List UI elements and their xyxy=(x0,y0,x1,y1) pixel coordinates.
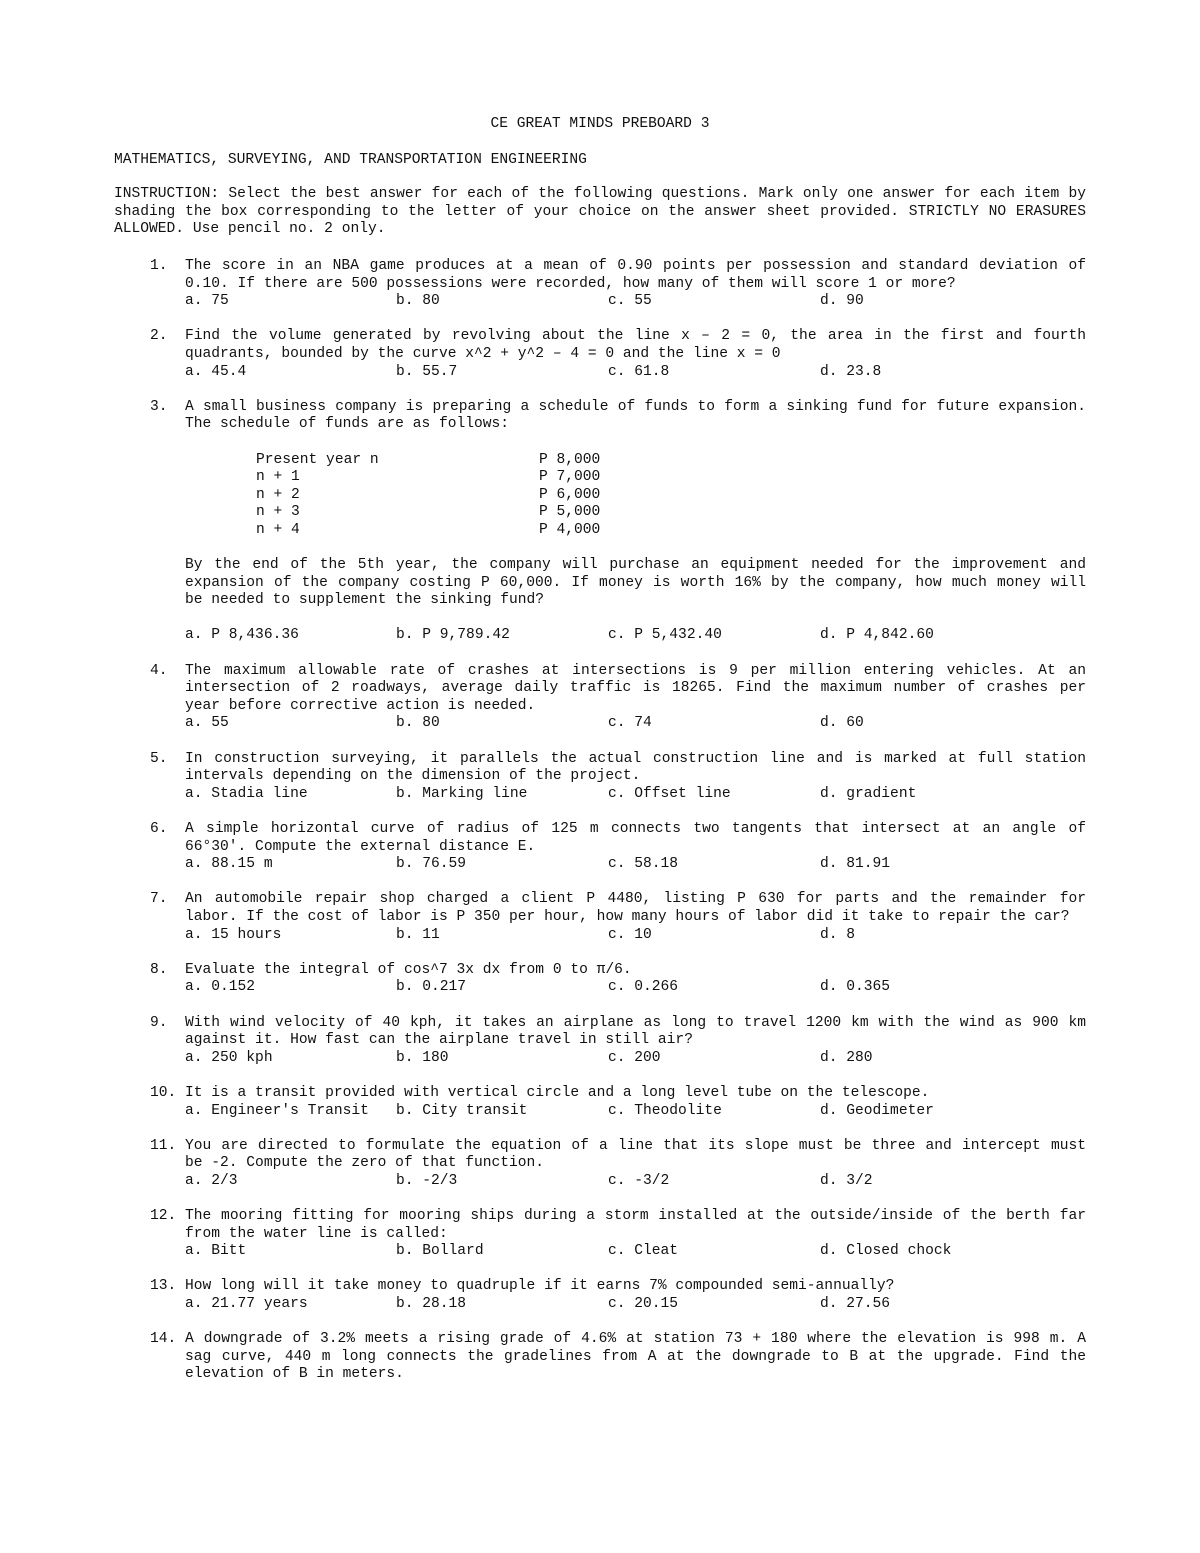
question-number-label: 11. xyxy=(150,1137,177,1154)
answer-choice: c. 10 xyxy=(608,926,652,943)
question-text: In construction surveying, it parallels the actual construction line and is marked at full station intervals depending on the dimension of the project. xyxy=(185,750,1086,785)
question-number-label: 4. xyxy=(150,662,168,679)
question-body xyxy=(185,663,1086,733)
answer-choice: c. 200 xyxy=(608,1049,661,1066)
answer-choice: a. 21.77 years xyxy=(185,1296,308,1313)
answer-choice: b. 80 xyxy=(396,715,440,732)
answer-choice: c. 74 xyxy=(608,715,652,732)
question-item xyxy=(114,399,1086,645)
schedule-amount: P 4,000 xyxy=(539,521,601,538)
answer-choice: a. Bitt xyxy=(185,1243,247,1260)
exam-subject: MATHEMATICS, SURVEYING, AND TRANSPORTATION ENGINEERING xyxy=(114,152,587,168)
answer-choice: a. 75 xyxy=(185,293,229,310)
question-item xyxy=(114,891,1086,944)
question-number-label: 14. xyxy=(150,1331,177,1348)
question-body xyxy=(185,399,1086,645)
answer-choice: c. 55 xyxy=(608,293,652,310)
answer-choice: a. Stadia line xyxy=(185,785,308,802)
question-number xyxy=(114,1208,185,1261)
question-text: Evaluate the integral of cos^7 3x dx from 0 to π/6. xyxy=(185,961,632,978)
question-item xyxy=(114,962,1086,997)
question-text: You are directed to formulate the equation of a line that its slope must be three and intercept must be -2. Compute the zero of that function. xyxy=(185,1137,1086,1172)
answer-choices xyxy=(185,856,1086,874)
question-item xyxy=(114,1138,1086,1191)
answer-choice: c. Theodolite xyxy=(608,1102,722,1119)
answer-choices xyxy=(185,1050,1086,1068)
answer-choice: a. 45.4 xyxy=(185,363,247,380)
question-number-label: 13. xyxy=(150,1278,177,1295)
answer-choices xyxy=(185,786,1086,804)
answer-choice: b. City transit xyxy=(396,1102,528,1119)
question-item xyxy=(114,1208,1086,1261)
question-body xyxy=(185,1278,1086,1313)
exam-title: CE GREAT MINDS PREBOARD 3 xyxy=(490,116,710,132)
answer-choices xyxy=(185,979,1086,997)
answer-choices xyxy=(185,1173,1086,1191)
answer-choice: a. P 8,436.36 xyxy=(185,627,299,644)
question-number xyxy=(114,328,185,381)
question-item xyxy=(114,1015,1086,1068)
answer-choices xyxy=(185,364,1086,382)
question-body xyxy=(185,1015,1086,1068)
answer-choice: a. 55 xyxy=(185,715,229,732)
answer-choice: b. 11 xyxy=(396,926,440,943)
question-text: The score in an NBA game produces at a mean of 0.90 points per possession and standard deviation of 0.10. If there are 500 possessions were recorded, how many of them will score 1 or more? xyxy=(185,258,1086,292)
schedule-amount: P 7,000 xyxy=(539,469,601,486)
answer-choice: b. -2/3 xyxy=(396,1172,458,1189)
answer-choice: d. 3/2 xyxy=(820,1172,873,1189)
answer-choices xyxy=(185,927,1086,945)
answer-choice: a. 250 kph xyxy=(185,1049,273,1066)
question-text: Find the volume generated by revolving about the line x – 2 = 0, the area in the first and fourth quadrants, bounded by the curve x^2 + y^2 – 4 = 0 and the line x = 0 xyxy=(185,328,1086,362)
answer-choice: b. 76.59 xyxy=(396,856,467,873)
answer-choice: d. 90 xyxy=(820,293,864,310)
answer-choice: b. Bollard xyxy=(396,1243,484,1260)
question-text: A simple horizontal curve of radius of 125 m connects two tangents that intersect at an angle of 66°30′. Compute the external distance E. xyxy=(185,821,1086,855)
question-text: It is a transit provided with vertical circle and a long level tube on the telescope. xyxy=(185,1084,930,1101)
question-list xyxy=(114,258,1086,1402)
answer-choice: b. 28.18 xyxy=(396,1296,467,1313)
schedule-year: Present year n xyxy=(256,451,379,468)
answer-choices xyxy=(185,293,1086,311)
schedule-year: n + 3 xyxy=(256,504,300,521)
question-text: How long will it take money to quadruple if it earns 7% compounded semi-annually? xyxy=(185,1278,895,1295)
question-text: An automobile repair shop charged a client P 4480, listing P 630 for parts and the remainder for labor. If the cost of labor is P 350 per hour, how many hours of labor did it take to repair the car? xyxy=(185,891,1086,925)
question-item xyxy=(114,258,1086,311)
answer-choice: d. 8 xyxy=(820,926,856,943)
answer-choice: b. Marking line xyxy=(396,785,528,802)
answer-choice: b. 55.7 xyxy=(396,363,458,380)
question-body xyxy=(185,1208,1086,1261)
answer-choice: d. 280 xyxy=(820,1049,873,1066)
answer-choice: a. 88.15 m xyxy=(185,856,273,873)
answer-choice: d. Closed chock xyxy=(820,1243,952,1260)
answer-choice: c. Cleat xyxy=(608,1243,679,1260)
answer-choices xyxy=(185,1243,1086,1261)
answer-choice: c. 61.8 xyxy=(608,363,670,380)
question-item xyxy=(114,1278,1086,1313)
question-number xyxy=(114,1278,185,1313)
schedule-row xyxy=(256,504,1086,522)
answer-choice: b. P 9,789.42 xyxy=(396,627,510,644)
question-number xyxy=(114,1138,185,1191)
schedule-row xyxy=(256,487,1086,505)
schedule-row xyxy=(256,522,1086,540)
answer-choice: c. P 5,432.40 xyxy=(608,627,722,644)
question-body xyxy=(185,821,1086,874)
answer-choice: d. Geodimeter xyxy=(820,1102,934,1119)
schedule-year: n + 4 xyxy=(256,521,300,538)
schedule-year: n + 2 xyxy=(256,486,300,503)
answer-choice: c. Offset line xyxy=(608,785,731,802)
answer-choice: a. Engineer′s Transit xyxy=(185,1102,369,1119)
answer-choices xyxy=(185,1296,1086,1314)
question-item xyxy=(114,328,1086,381)
question-number-label: 6. xyxy=(150,821,168,837)
instruction-text: INSTRUCTION: Select the best answer for each of the following questions. Mark only one answer for each item by shading the box corresponding to the letter of your choice on the answer sheet provided. STRICTLY NO ERASURES ALLOWED. Use pencil no. 2 only. xyxy=(114,186,1086,238)
question-item xyxy=(114,663,1086,733)
answer-choices xyxy=(185,715,1086,733)
question-number-label: 10. xyxy=(150,1084,177,1101)
question-text: A downgrade of 3.2% meets a rising grade of 4.6% at station 73 + 180 where the elevation is 998 m. A sag curve, 440 m long connects the gradelines from A at the downgrade to B at the upgrade. Find the elevation of B in meters. xyxy=(185,1331,1086,1383)
question-item xyxy=(114,1085,1086,1120)
question-number xyxy=(114,258,185,311)
question-followup: By the end of the 5th year, the company will purchase an equipment needed for the improvement and expansion of the company costing P 60,000. If money is worth 16% by the company, how much money will be needed to supplement the sinking fund? xyxy=(185,557,1086,609)
question-text: A small business company is preparing a schedule of funds to form a sinking fund for future expansion. The schedule of funds are as follows: xyxy=(185,398,1086,433)
question-number-label: 2. xyxy=(150,328,168,345)
answer-choice: b. 180 xyxy=(396,1049,449,1066)
question-body xyxy=(185,751,1086,804)
question-number-label: 7. xyxy=(150,891,168,908)
answer-choice: a. 0.152 xyxy=(185,979,256,996)
answer-choice: c. 0.266 xyxy=(608,979,679,996)
question-body xyxy=(185,1085,1086,1120)
answer-choice: d. gradient xyxy=(820,785,917,802)
answer-choices xyxy=(185,627,1086,645)
schedule-amount: P 6,000 xyxy=(539,486,601,503)
answer-choice: d. 23.8 xyxy=(820,363,882,380)
question-number xyxy=(114,1331,185,1384)
question-number-label: 3. xyxy=(150,398,168,415)
question-item xyxy=(114,821,1086,874)
question-body xyxy=(185,328,1086,381)
question-body xyxy=(185,891,1086,944)
question-number xyxy=(114,663,185,733)
answer-choice: d. 81.91 xyxy=(820,856,891,873)
schedule-row xyxy=(256,469,1086,487)
question-text: With wind velocity of 40 kph, it takes an airplane as long to travel 1200 km with the wind as 900 km against it. How fast can the airplane travel in still air? xyxy=(185,1014,1086,1049)
answer-choice: d. 0.365 xyxy=(820,979,891,996)
answer-choice: c. 20.15 xyxy=(608,1296,679,1313)
question-number-label: 9. xyxy=(150,1014,168,1031)
question-body xyxy=(185,962,1086,997)
schedule-year: n + 1 xyxy=(256,469,300,486)
question-number-label: 8. xyxy=(150,961,168,978)
question-number xyxy=(114,751,185,804)
question-number-label: 5. xyxy=(150,750,168,767)
question-item xyxy=(114,1331,1086,1384)
answer-choice: d. P 4,842.60 xyxy=(820,627,934,644)
question-body xyxy=(185,1138,1086,1191)
question-number xyxy=(114,1015,185,1068)
question-number-label: 12. xyxy=(150,1208,177,1225)
question-text: The maximum allowable rate of crashes at intersections is 9 per million entering vehicles. At an intersection of 2 roadways, average daily traffic is 18265. Find the maximum number of crashes per year before corrective action is needed. xyxy=(185,662,1086,714)
answer-choice: c. -3/2 xyxy=(608,1172,670,1189)
answer-choice: d. 60 xyxy=(820,715,864,732)
answer-choice: c. 58.18 xyxy=(608,856,679,873)
question-number xyxy=(114,399,185,645)
question-number xyxy=(114,962,185,997)
answer-choice: d. 27.56 xyxy=(820,1296,891,1313)
schedule-row xyxy=(256,452,1086,470)
answer-choice: b. 0.217 xyxy=(396,979,467,996)
answer-choice: a. 2/3 xyxy=(185,1172,238,1189)
question-body xyxy=(185,258,1086,311)
question-body xyxy=(185,1331,1086,1384)
answer-choice: a. 15 hours xyxy=(185,926,282,943)
schedule-amount: P 8,000 xyxy=(539,451,601,468)
question-number xyxy=(114,1085,185,1120)
question-number-label: 1. xyxy=(150,258,168,274)
answer-choice: b. 80 xyxy=(396,293,440,310)
question-number xyxy=(114,891,185,944)
question-item xyxy=(114,751,1086,804)
schedule-amount: P 5,000 xyxy=(539,504,601,521)
fund-schedule xyxy=(256,452,1086,540)
question-text: The mooring fitting for mooring ships during a storm installed at the outside/inside of the berth far from the water line is called: xyxy=(185,1208,1086,1242)
answer-choices xyxy=(185,1103,1086,1121)
question-number xyxy=(114,821,185,874)
